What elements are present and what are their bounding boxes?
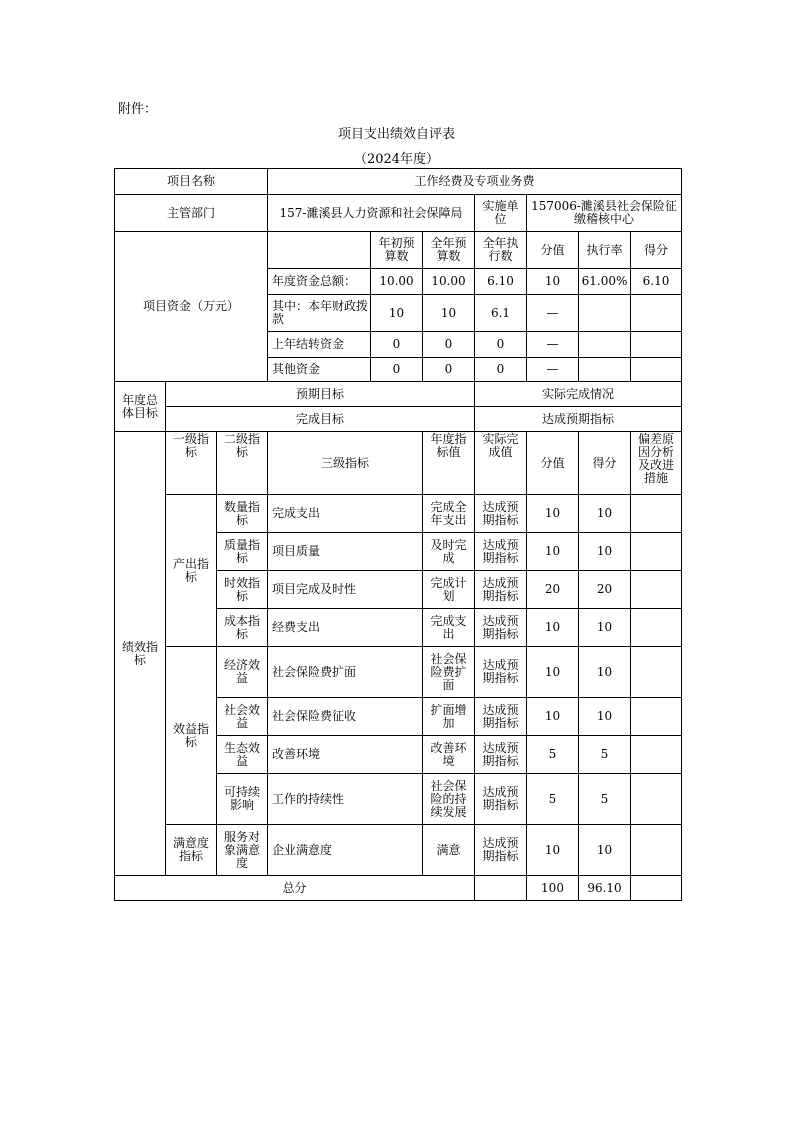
got-cell: 10 xyxy=(579,825,631,876)
funds-cell: 0 xyxy=(475,358,527,382)
actual-cell: 达成预期指标 xyxy=(475,825,527,876)
total-row xyxy=(115,876,682,901)
level2-cell: 数量指标 xyxy=(217,495,268,533)
goals-value-row xyxy=(115,407,682,432)
funds-cell: 10 xyxy=(527,269,579,295)
funds-header-1: 年初预算数 xyxy=(371,232,423,269)
project-name-label: 项目名称 xyxy=(115,169,268,195)
level2-cell: 时效指标 xyxy=(217,571,268,609)
analysis-cell xyxy=(631,698,682,736)
level3-cell: 工作的持续性 xyxy=(268,774,423,825)
funds-cell: — xyxy=(527,332,579,358)
level2-cell: 经济效益 xyxy=(217,647,268,698)
funds-cell: 6.10 xyxy=(475,269,527,295)
funds-header-4: 分值 xyxy=(527,232,579,269)
funds-header-6: 得分 xyxy=(631,232,682,269)
score-cell: 5 xyxy=(527,774,579,825)
got-cell: 10 xyxy=(579,533,631,571)
expected-goal-value: 完成目标 xyxy=(166,407,475,432)
funds-cell xyxy=(579,332,631,358)
unit-label: 实施单位 xyxy=(475,195,527,232)
funds-cell: 6.10 xyxy=(631,269,682,295)
funds-cell xyxy=(631,295,682,332)
actual-cell: 达成预期指标 xyxy=(475,736,527,774)
funds-row-label: 其他资金 xyxy=(268,358,371,382)
actual-cell: 达成预期指标 xyxy=(475,698,527,736)
actual-cell: 达成预期指标 xyxy=(475,533,527,571)
score-cell: 10 xyxy=(527,825,579,876)
funds-row-label: 其中：本年财政拨款 xyxy=(268,295,371,332)
perf-header-target: 年度指标值 xyxy=(423,432,475,495)
level2-cell: 质量指标 xyxy=(217,533,268,571)
self-evaluation-table xyxy=(114,168,682,901)
funds-cell: 61.00% xyxy=(579,269,631,295)
funds-cell xyxy=(631,358,682,382)
level3-cell: 项目质量 xyxy=(268,533,423,571)
goals-label: 年度总体目标 xyxy=(115,382,166,432)
analysis-cell xyxy=(631,825,682,876)
score-cell: 10 xyxy=(527,609,579,647)
funds-row-label: 年度资金总额： xyxy=(268,269,371,295)
level3-cell: 项目完成及时性 xyxy=(268,571,423,609)
level3-cell: 经费支出 xyxy=(268,609,423,647)
total-got: 96.10 xyxy=(579,876,631,901)
funds-cell: 10 xyxy=(423,295,475,332)
level2-cell: 社会效益 xyxy=(217,698,268,736)
perf-header-l2: 二级指标 xyxy=(217,432,268,495)
goals-header-row xyxy=(115,382,682,407)
actual-cell: 达成预期指标 xyxy=(475,609,527,647)
target-cell: 完成计划 xyxy=(423,571,475,609)
dept-label: 主管部门 xyxy=(115,195,268,232)
funds-label: 项目资金（万元） xyxy=(115,232,268,382)
level3-cell: 完成支出 xyxy=(268,495,423,533)
analysis-cell xyxy=(631,609,682,647)
target-cell: 满意 xyxy=(423,825,475,876)
score-cell: 20 xyxy=(527,571,579,609)
funds-cell: 0 xyxy=(371,358,423,382)
dept-value: 157-濉溪县人力资源和社会保障局 xyxy=(268,195,475,232)
level3-cell: 社会保险费扩面 xyxy=(268,647,423,698)
perf-header-got: 得分 xyxy=(579,432,631,495)
year-subtitle: （2024年度） xyxy=(353,152,440,167)
target-cell: 社会保险的持续发展 xyxy=(423,774,475,825)
perf-label: 绩效指标 xyxy=(115,432,166,876)
level2-cell: 服务对象满意度 xyxy=(217,825,268,876)
analysis-cell xyxy=(631,533,682,571)
funds-header-2: 全年预算数 xyxy=(423,232,475,269)
perf-row xyxy=(115,647,682,698)
score-cell: 10 xyxy=(527,698,579,736)
analysis-cell xyxy=(631,774,682,825)
total-label: 总分 xyxy=(115,876,475,901)
perf-header-l1: 一级指标 xyxy=(166,432,217,495)
level3-cell: 企业满意度 xyxy=(268,825,423,876)
total-analysis xyxy=(631,876,682,901)
perf-header-score: 分值 xyxy=(527,432,579,495)
perf-header-row xyxy=(115,432,682,495)
analysis-cell xyxy=(631,571,682,609)
actual-cell: 达成预期指标 xyxy=(475,647,527,698)
funds-row-label: 上年结转资金 xyxy=(268,332,371,358)
target-cell: 完成全年支出 xyxy=(423,495,475,533)
funds-cell: 10.00 xyxy=(423,269,475,295)
funds-cell: 0 xyxy=(475,332,527,358)
score-cell: 5 xyxy=(527,736,579,774)
got-cell: 20 xyxy=(579,571,631,609)
level1-satisfaction: 满意度指标 xyxy=(166,825,217,876)
level2-cell: 成本指标 xyxy=(217,609,268,647)
analysis-cell xyxy=(631,647,682,698)
actual-cell: 达成预期指标 xyxy=(475,774,527,825)
total-score: 100 xyxy=(527,876,579,901)
target-cell: 改善环境 xyxy=(423,736,475,774)
funds-header-blank xyxy=(268,232,371,269)
page-title: 项目支出绩效自评表 xyxy=(337,127,455,142)
funds-cell: 10.00 xyxy=(371,269,423,295)
total-blank xyxy=(475,876,527,901)
target-cell: 扩面增加 xyxy=(423,698,475,736)
got-cell: 10 xyxy=(579,609,631,647)
perf-header-actual: 实际完成值 xyxy=(475,432,527,495)
level2-cell: 可持续影响 xyxy=(217,774,268,825)
level1-output: 产出指标 xyxy=(166,495,217,647)
level3-cell: 社会保险费征收 xyxy=(268,698,423,736)
actual-goal-header: 实际完成情况 xyxy=(475,382,682,407)
got-cell: 5 xyxy=(579,774,631,825)
actual-goal-value: 达成预期指标 xyxy=(475,407,682,432)
perf-header-l3: 三级指标 xyxy=(268,432,423,495)
perf-row xyxy=(115,495,682,533)
funds-cell xyxy=(579,358,631,382)
perf-header-analysis: 偏差原因分析及改进措施 xyxy=(631,432,682,495)
perf-row xyxy=(115,825,682,876)
funds-cell: 10 xyxy=(371,295,423,332)
level2-cell: 生态效益 xyxy=(217,736,268,774)
score-cell: 10 xyxy=(527,647,579,698)
project-name-row xyxy=(115,169,682,195)
funds-cell: — xyxy=(527,358,579,382)
level3-cell: 改善环境 xyxy=(268,736,423,774)
department-row xyxy=(115,195,682,232)
got-cell: 10 xyxy=(579,647,631,698)
actual-cell: 达成预期指标 xyxy=(475,495,527,533)
got-cell: 10 xyxy=(579,495,631,533)
project-name-value: 工作经费及专项业务费 xyxy=(268,169,682,195)
score-cell: 10 xyxy=(527,495,579,533)
target-cell: 完成支出 xyxy=(423,609,475,647)
funds-cell xyxy=(579,295,631,332)
analysis-cell xyxy=(631,736,682,774)
funds-cell: 0 xyxy=(423,332,475,358)
target-cell: 社会保险费扩面 xyxy=(423,647,475,698)
funds-cell: — xyxy=(527,295,579,332)
funds-cell: 6.1 xyxy=(475,295,527,332)
got-cell: 5 xyxy=(579,736,631,774)
funds-header-row xyxy=(115,232,682,269)
funds-cell: 0 xyxy=(371,332,423,358)
got-cell: 10 xyxy=(579,698,631,736)
actual-cell: 达成预期指标 xyxy=(475,571,527,609)
target-cell: 及时完成 xyxy=(423,533,475,571)
level1-benefit: 效益指标 xyxy=(166,647,217,825)
funds-header-3: 全年执行数 xyxy=(475,232,527,269)
attachment-label: 附件： xyxy=(118,102,158,117)
analysis-cell xyxy=(631,495,682,533)
funds-cell xyxy=(631,332,682,358)
expected-goal-header: 预期目标 xyxy=(166,382,475,407)
funds-cell: 0 xyxy=(423,358,475,382)
funds-header-5: 执行率 xyxy=(579,232,631,269)
unit-value: 157006-濉溪县社会保险征缴稽核中心 xyxy=(527,195,682,232)
score-cell: 10 xyxy=(527,533,579,571)
